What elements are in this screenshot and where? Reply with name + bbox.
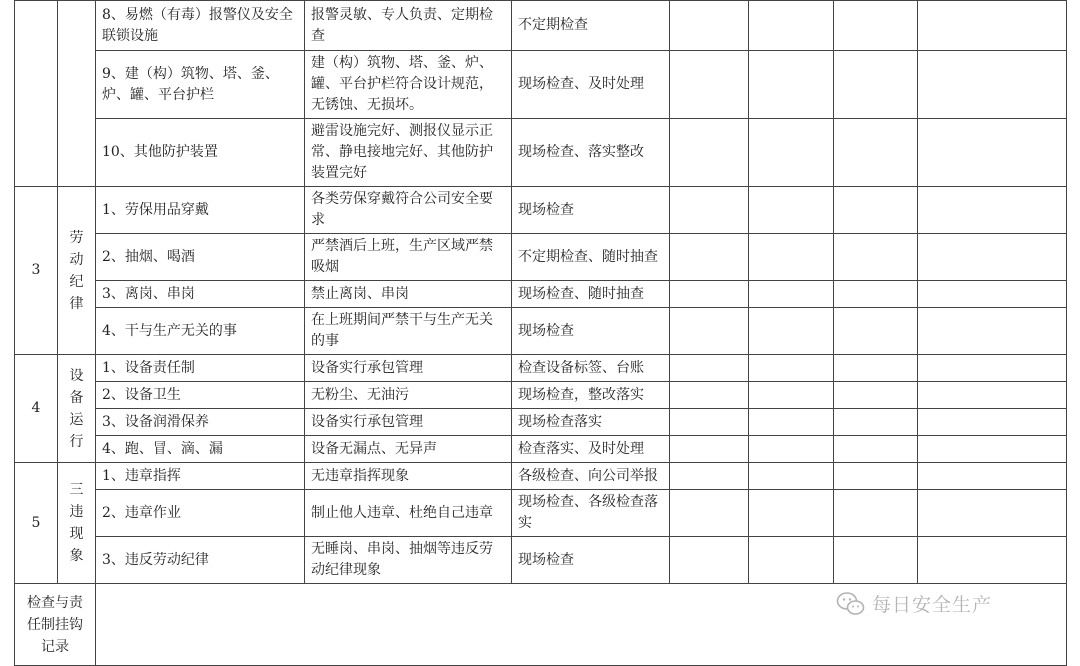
- standard-cell: 设备实行承包管理: [305, 409, 512, 436]
- blank-cell: [670, 187, 749, 234]
- blank-cell: [670, 1, 749, 51]
- table-row: [15, 187, 1067, 234]
- method-cell: 各级检查、向公司举报: [512, 463, 670, 490]
- blank-cell: [670, 436, 749, 463]
- item-number-cell: 5: [15, 463, 58, 584]
- blank-cell: [918, 463, 1067, 490]
- blank-cell: [749, 537, 834, 584]
- table-row: [15, 281, 1067, 308]
- item-cell: 2、违章作业: [96, 490, 305, 537]
- blank-cell: [749, 463, 834, 490]
- method-cell: 现场检查: [512, 537, 670, 584]
- blank-cell: [834, 409, 918, 436]
- blank-cell: [918, 436, 1067, 463]
- category-label: 设备运行: [69, 367, 84, 450]
- standard-cell: 各类劳保穿戴符合公司安全要求: [305, 187, 512, 234]
- method-cell: 现场检查落实: [512, 409, 670, 436]
- item-cell: 8、易燃（有毒）报警仪及安全联锁设施: [96, 1, 305, 51]
- standard-cell: 报警灵敏、专人负责、定期检查: [305, 1, 512, 51]
- blank-cell: [670, 51, 749, 119]
- blank-cell: [670, 308, 749, 355]
- standard-cell: 严禁酒后上班，生产区域严禁吸烟: [305, 234, 512, 281]
- blank-cell: [749, 308, 834, 355]
- table-row: [15, 308, 1067, 355]
- method-cell: 不定期检查: [512, 1, 670, 51]
- method-cell: 不定期检查、随时抽查: [512, 234, 670, 281]
- blank-cell: [749, 382, 834, 409]
- blank-cell: [834, 436, 918, 463]
- blank-cell: [918, 51, 1067, 119]
- standard-cell: 设备无漏点、无异声: [305, 436, 512, 463]
- table-row: [15, 51, 1067, 119]
- blank-cell: [834, 355, 918, 382]
- category-cell: [58, 187, 96, 355]
- standard-cell: 制止他人违章、杜绝自己违章: [305, 490, 512, 537]
- item-cell: 3、设备润滑保养: [96, 409, 305, 436]
- category-label: 三违现象: [69, 482, 84, 564]
- item-cell: 2、抽烟、喝酒: [96, 234, 305, 281]
- blank-cell: [670, 409, 749, 436]
- blank-cell: [670, 234, 749, 281]
- item-cell: 2、设备卫生: [96, 382, 305, 409]
- blank-cell: [670, 281, 749, 308]
- table-row: [15, 463, 1067, 490]
- item-cell: 4、跑、冒、滴、漏: [96, 436, 305, 463]
- category-cell: [58, 463, 96, 584]
- table-row: [15, 409, 1067, 436]
- item-cell: 3、离岗、串岗: [96, 281, 305, 308]
- table-row: [15, 119, 1067, 187]
- blank-cell: [670, 119, 749, 187]
- blank-cell: [670, 382, 749, 409]
- record-label-cell: 检查与责任制挂钩记录: [15, 584, 96, 666]
- category-label: 劳动纪律: [69, 229, 84, 312]
- item-number-cell: 4: [15, 355, 58, 463]
- blank-cell: [749, 281, 834, 308]
- table-row: [15, 1, 1067, 51]
- blank-cell: [834, 119, 918, 187]
- blank-cell: [834, 537, 918, 584]
- table-row: [15, 382, 1067, 409]
- standard-cell: 无睡岗、串岗、抽烟等违反劳动纪律现象: [305, 537, 512, 584]
- watermark-text: 每日安全生产: [872, 594, 993, 616]
- blank-cell: [918, 355, 1067, 382]
- method-cell: 现场检查、随时抽查: [512, 281, 670, 308]
- blank-cell: [834, 234, 918, 281]
- table-row: [15, 490, 1067, 537]
- blank-cell: [918, 537, 1067, 584]
- blank-cell: [834, 308, 918, 355]
- standard-cell: 设备实行承包管理: [305, 355, 512, 382]
- category-cell: [58, 1, 96, 187]
- table-row: [15, 355, 1067, 382]
- blank-cell: [749, 1, 834, 51]
- table-row: [15, 234, 1067, 281]
- blank-cell: [834, 187, 918, 234]
- standard-cell: 建（构）筑物、塔、釜、炉、罐、平台护栏符合设计规范，无锈蚀、无损坏。: [305, 51, 512, 119]
- blank-cell: [834, 51, 918, 119]
- blank-cell: [749, 119, 834, 187]
- blank-cell: [918, 308, 1067, 355]
- method-cell: 现场检查、各级检查落实: [512, 490, 670, 537]
- item-cell: 9、建（构）筑物、塔、釜、炉、罐、平台护栏: [96, 51, 305, 119]
- blank-cell: [670, 490, 749, 537]
- blank-cell: [918, 119, 1067, 187]
- blank-cell: [834, 463, 918, 490]
- blank-cell: [918, 382, 1067, 409]
- blank-cell: [749, 436, 834, 463]
- blank-cell: [918, 1, 1067, 51]
- table-row: [15, 537, 1067, 584]
- blank-cell: [749, 51, 834, 119]
- blank-cell: [918, 187, 1067, 234]
- standard-cell: 禁止离岗、串岗: [305, 281, 512, 308]
- category-cell: [58, 355, 96, 463]
- blank-cell: [670, 355, 749, 382]
- watermark: [836, 590, 992, 617]
- blank-cell: [834, 382, 918, 409]
- method-cell: 现场检查、落实整改: [512, 119, 670, 187]
- standard-cell: 避雷设施完好、测报仪显示正常、静电接地完好、其他防护装置完好: [305, 119, 512, 187]
- method-cell: 现场检查、及时处理: [512, 51, 670, 119]
- method-cell: 现场检查，整改落实: [512, 382, 670, 409]
- blank-cell: [834, 1, 918, 51]
- item-cell: 4、干与生产无关的事: [96, 308, 305, 355]
- item-cell: 10、其他防护装置: [96, 119, 305, 187]
- item-number-cell: 3: [15, 187, 58, 355]
- item-cell: 3、违反劳动纪律: [96, 537, 305, 584]
- wechat-icon: [836, 591, 866, 617]
- blank-cell: [749, 490, 834, 537]
- blank-cell: [749, 409, 834, 436]
- item-cell: 1、设备责任制: [96, 355, 305, 382]
- method-cell: 现场检查: [512, 308, 670, 355]
- item-number-cell: [15, 1, 58, 187]
- method-cell: 检查落实、及时处理: [512, 436, 670, 463]
- table-row: [15, 436, 1067, 463]
- standard-cell: 在上班期间严禁干与生产无关的事: [305, 308, 512, 355]
- blank-cell: [749, 234, 834, 281]
- standard-cell: 无违章指挥现象: [305, 463, 512, 490]
- method-cell: 现场检查: [512, 187, 670, 234]
- item-cell: 1、违章指挥: [96, 463, 305, 490]
- blank-cell: [834, 490, 918, 537]
- blank-cell: [834, 281, 918, 308]
- method-cell: 检查设备标签、台账: [512, 355, 670, 382]
- blank-cell: [670, 537, 749, 584]
- blank-cell: [749, 355, 834, 382]
- blank-cell: [749, 187, 834, 234]
- item-cell: 1、劳保用品穿戴: [96, 187, 305, 234]
- blank-cell: [918, 234, 1067, 281]
- standard-cell: 无粉尘、无油污: [305, 382, 512, 409]
- inspection-table: [14, 0, 1067, 666]
- blank-cell: [918, 490, 1067, 537]
- blank-cell: [918, 409, 1067, 436]
- blank-cell: [670, 463, 749, 490]
- blank-cell: [918, 281, 1067, 308]
